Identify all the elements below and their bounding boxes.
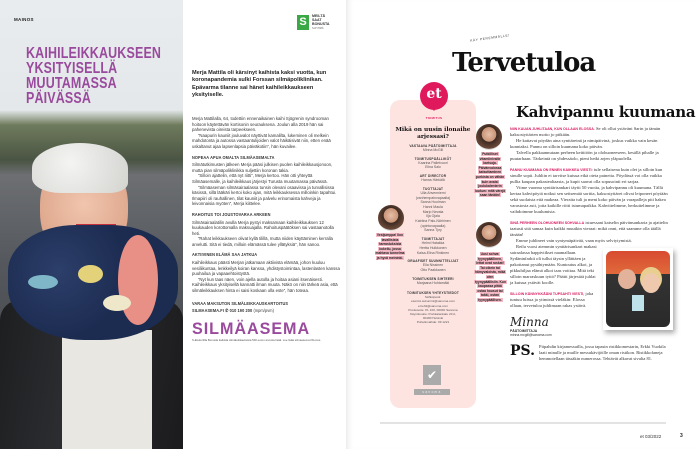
quote-left xyxy=(374,233,406,261)
sponsor-text: MEILTÄ SAAT BONUSTA xyxy=(312,14,330,26)
paragraph: Viime vuonna synttärisankari täytti 50 vuotta, ja kahvipannu oli kuumana. Tällä kertaa kahvipöytä notkui sen seitsemää sorttia, kaksostyttäret olivat leiponeet pöytään sekä suolaista että makeaa. Vieraita tuli ja meni koko päivän ja varapalleja piti hakea varastosta asti, jotta kaikille riitti istumapaikka. Kahvittelimme, herkuttelimme ja vaihdoimme kuulumisia. xyxy=(510,185,668,214)
masthead-name: Hanni Maula xyxy=(423,204,443,209)
masthead-name: Marjo Nevala xyxy=(422,209,444,214)
paragraph: Reilu vuosi aiemmin synttärisankari makasi sairaalassa happiviikset naamallaan. Sydäninfarkti oli tullut täysin yllättäen ja pakottanut pysähtymään. Kuntoutus alkoi, ja pikkuhiljaa elämä alkoi taas voittaa. Mitä teki silloin marraskuun tyttö? Päätti järjestää juhlat ja kutsua ystävät koolle. xyxy=(510,244,597,285)
paragraph: ”Nyt kun taas näen, voin ajella autolla ja hoitaa asiani itsenäisesti. Kaihileikkaus yksityisellä kannatti ilman muuta. Näkö on niin tärkeä asia, että silmäleikkauksen hinta ei saisi koskaan olla este”, hän toteaa. xyxy=(192,276,338,294)
advert-body xyxy=(192,116,342,343)
scarf xyxy=(8,225,178,340)
masthead-role: VASTAAVA PÄÄTOIMITTAJA xyxy=(409,144,457,148)
signature-email[interactable]: minna.mcgill@sanoma.com xyxy=(510,333,552,338)
advert-lead: Merja Mattila oli kärsinyt kaihista kaksi vuotta, kun koronapandemia sulki Forssan silmäpoliklinikan. Epävarma tilanne sai hänet kaihileikkaukseen yksityiselle. xyxy=(192,70,327,98)
masthead-question: Mikä on uusin ilonaihe arjessasi? xyxy=(395,127,471,140)
masthead xyxy=(394,127,472,324)
masthead-name: Ella Nissinen xyxy=(422,263,444,268)
masthead-name: Helmi Hatakka xyxy=(421,241,445,246)
cta-heading: VARAA MAKSUTON SILMÄLEIKKAUSKARTOITUS xyxy=(192,300,289,306)
checkmark-icon: ✔ xyxy=(423,365,441,385)
divider xyxy=(380,422,666,424)
paragraph: ”Naapurin kauniit jouluvalot näyttivät kamalilta, lukeminen oli melkein mahdotonta ja autossa vastaantulijoiden valot häikäisivät niin, etten enää uskaltanut ajaa lapsenlapsia päiväkotiin”, hän kuvailee. xyxy=(192,132,331,149)
masthead-name: Hertta Hulkkonen xyxy=(419,245,447,250)
paragraph: Kaihileikkaus päästi Merjan jatkamaan aktiivista elämää, johon kuuluu vesiliikuntaa, lenkkeilyä koiran kanssa, yhdistystoimintaa, lastenlasten kanssa puuhailua ja vapaaehtoistyötä. xyxy=(192,260,340,277)
contact-line: Postiosoite: PL 100, 00040 Sanoma xyxy=(408,307,458,312)
quote-text: Putkilliset vitamiinivalle kartsoja. Päivänvalossa katsottaminen purkista on vähän kuin avaisi joulukalenterin luukun: mitä värejä saan tänään! xyxy=(475,152,506,198)
masthead-name: Ulla Ahvenniemi xyxy=(420,190,446,195)
headline-line: MUUTAMASSA PÄIVÄSSÄ xyxy=(26,75,117,107)
contact-line: Käyntiosoite: Porkkalankatu 20 A, xyxy=(409,311,457,316)
signature: Minna xyxy=(510,315,549,329)
masthead-name: Katriina Palo-Närhinen xyxy=(415,219,451,224)
man-face xyxy=(618,269,636,289)
masthead-role: TOIMITUKSEN SIHTEERI xyxy=(412,276,454,281)
avatar xyxy=(476,124,502,150)
masthead-role: TOIMITTAJAT xyxy=(421,237,445,242)
ps-section xyxy=(510,338,673,362)
hair xyxy=(32,143,128,193)
et-logo: et xyxy=(420,82,448,110)
contact-line: 00180 Helsinki xyxy=(422,315,444,320)
run-in: PANNU KUUMANA ON ENNEN KAIKKEA VIESTI: xyxy=(510,168,593,172)
cta-url[interactable]: SILMAASEMA.FI xyxy=(192,308,224,314)
paragraph: Emme juhlineet vain syntymäpäivää, vaan myös selviytymistä. xyxy=(516,238,632,243)
masthead-name: Kaarina Palletvuori xyxy=(418,160,448,165)
paragraph: ”Silmäaseman silmäsairaalassa tunsin olevani osaavissa ja turvallisissa käsissä, sillä lääkäri kertoi koko ajan, mitä leikkauksessa milloinkin tapahtui. Ilmapiiri oli rauhallinen, tilat kauniit ja palvelu erinomaista kahveja ja leivonnaisia myöten”, Merja kiittelee. xyxy=(192,184,337,207)
page-number: 3 xyxy=(680,433,683,439)
signature-block xyxy=(510,329,673,338)
masthead-name: Kaisa-Elina Rinkinen xyxy=(416,250,450,255)
contact-line: Puhelinvaihde: 09 1221 xyxy=(416,319,450,324)
paragraph: Silmätutkimusten jälkeen Merja pääsi julkisen puolen kaihileikkausjonoon, mutta pian silmäpoliklinikka suljettiin koronan takia. xyxy=(192,162,333,173)
quote-text: Vesijumppa! Ilon tavallisista harrastuksista kokeilu, jossa mahtava tunnelma ja hyvä meininki. xyxy=(375,233,405,260)
contact-line: Sähköposti: xyxy=(424,295,442,300)
s-bonus-logo xyxy=(297,14,334,31)
et-logo-sub: TOIMITUS xyxy=(425,116,443,120)
masthead-role: TOIMITUSPÄÄLLIKÖT xyxy=(414,156,452,161)
advert-label: MAINOS xyxy=(14,17,34,22)
sponsor-sub: S-RYHMÄ xyxy=(312,27,324,30)
masthead-name: Otto Paakkanen xyxy=(420,267,446,272)
quote-text: Uusi sohva: tyynypäällinen, lettat ovat ruskat! Tai oikein tai hämyvaloista, mikä olen tyynypäällisiin. Kun kaupassa pitää ostaa housut tai takki, ostan tyynypäällisen. xyxy=(475,252,506,302)
publisher-logo: sanoma xyxy=(414,389,450,395)
masthead-name: Sanna Huolman xyxy=(420,200,446,205)
cta-phone: 010 190 200 xyxy=(229,308,253,314)
card xyxy=(632,295,644,311)
article-body xyxy=(510,126,673,362)
masthead-name: Hanna Härkälä xyxy=(421,178,445,183)
page-title: Tervetuloa xyxy=(452,48,596,78)
ps-text: Piipahdin kirjamessuilla, jossa tapasin ristikkomestarin, Erkki Vuokila laati minulle ja muille messukävijöille oman ristikon. Ristikkofaneja hemmotellaan tässäkin numerossa. Tehtävät alkavat sivulta 81. xyxy=(539,343,666,361)
subheading: AKTIIVINEN ELÄMÄ SAA JATKUA xyxy=(192,252,258,258)
contact-line: et.lehti@sanoma.com xyxy=(418,303,448,308)
ps-label: PS. xyxy=(510,342,536,359)
masthead-name: Elina Salo xyxy=(425,165,441,170)
signature-role: PÄÄTOIMITTAJA xyxy=(510,329,538,333)
run-in: SINÄ PERHEEN OLOHUONEEN SOHVALLA xyxy=(510,221,585,225)
quote-bottom-right xyxy=(474,252,506,303)
paragraph: ”Rahat leikkaukseen olivat kyllä tilillä, mutta niiden käyttäminen kerralla arvelutti. Sitä ei tiedä, milloin elämässä tulee yllätyksiä”, hän sanoo. xyxy=(192,236,333,247)
cta-phone-note: (mpm/pvm) xyxy=(253,308,274,314)
shirt xyxy=(62,330,152,449)
paragraph: Silmäsairaalatilin avulla Merja pystyi maksamaan kaihileikkauksen 12 kuukauden korottomalla maksuajalla. Rahoituspäätöksen sai vastaanotolla heti. xyxy=(192,219,334,236)
masthead-name: Marjaana Huhtamäki xyxy=(416,280,450,285)
avatar xyxy=(476,222,502,248)
run-in: SILLOIN KÄNNYKKÄÄNI TUPSAHTI VIESTI, xyxy=(510,292,585,296)
paragraph: tule sellaisena kuin olet ja silloin kun sinulle sopii. Juhliin ei tarvitse kutsua eikä oteta paineita. Pöydässä voi olla vaikka pullia kaupan pakastealtaasta, ja kupit saavat olla sopusointi eri sarjaa. xyxy=(510,167,663,184)
paragraph: istuessani katselin päivänsankaria ja ajattelin taatusti sitä samaa kuin kaikki muutkin vieraat: mikä onni, että saamme olla täällä tänään! xyxy=(510,220,668,237)
paragraph: Merja Mattilalla, 64, todettiin ennenaikainen kaihi Sjögrenin syndrooman hoitoon käytettävän kortisonin seurauksena. Joulun alla 2019 hän sai pahenevista oireista tarpeekseen. xyxy=(192,116,329,133)
subheading: RAHOITUS TOI JOUSTOVARAA ARKEEN xyxy=(192,211,271,217)
masthead-role: GRAAFISET SUUNNITTELIJAT xyxy=(407,259,459,264)
subheading: NOPEAA APUA OMALTA SILMÄASEMALTA xyxy=(192,154,275,160)
avatar xyxy=(378,205,404,231)
s-logo-icon: S xyxy=(297,15,309,30)
paragraph: Se oli ollut ystäväni Sarin ja tämän kaksostyttärten motto jo pitkään. xyxy=(510,126,661,137)
headline-line: YKSITYISELLÄ xyxy=(26,60,118,77)
paragraph: He kattavat pöydän aina synttäreinä ja nimipäivinä, joskus vaikka vain kesän kunniaksi. Pannu on silloin kuumana koko päivän. xyxy=(510,138,658,149)
contact-title: TOIMITUKSEN YHTEYSTIEDOT xyxy=(407,291,459,296)
advert-headline xyxy=(26,46,182,106)
paragraph: ”Silloin ajattelin, että nyt riitti”, Merja kertoo. Hän otti yhteyttä Silmäasemalle, ja kaihileikkaus järjestyi Turusta muutamassa päivässä. xyxy=(192,173,328,184)
issue-label: et 03/2022 xyxy=(640,434,662,439)
paragraph: joka tuntuu luissa ja ytimissä vieläkin: Elossa ollaan, tervetuloa juhlimaan rakas ystävä. xyxy=(510,291,594,308)
quote-top-right xyxy=(474,152,506,198)
cta-contact: SILMAASEMA.FI ✆ 010 190 200 (mpm/pvm) xyxy=(192,308,274,314)
masthead-name: (opintovapaalla) xyxy=(420,223,446,228)
editor-photo xyxy=(603,248,673,330)
headline-line: KAIHILEIKKAUKSEEN xyxy=(26,45,162,62)
masthead-name: Minna McGill xyxy=(422,148,444,152)
kicker: KÄY PEREMMÄLLE! xyxy=(469,33,510,43)
masthead-name: Sanna Tyry xyxy=(424,228,442,233)
run-in: NIIN KAUAN JUHLITAAN, KUN OLLAAN ELOSSA. xyxy=(510,127,595,131)
advert-footnote: S-Etukortilla Bonusta kaikista silmäleikkauksista 500 euron arvosta lisää. Lue lisää silmaasema.fi/bonus. xyxy=(192,337,322,342)
silmaasema-logo: SILMÄASEMA xyxy=(192,318,311,338)
left-page-advert xyxy=(0,0,346,449)
masthead-name: Ilja Ojala xyxy=(426,214,440,219)
woman-face xyxy=(642,273,660,293)
contact-line: etunimi.sukunimi@sanoma.com xyxy=(411,299,455,304)
masthead-role: ART DIRECTOR xyxy=(419,174,447,179)
paragraph: Talvella pakkaannutaan perheen keittiöön ja olohuoneeseen, kesällä pihalle ja puutarhaan. Tärkeintä on yhdessäolo, pieni hetki arjen yläpuolella. xyxy=(510,150,659,161)
article-title: Kahvipannu kuumana xyxy=(516,103,696,121)
masthead-name: (vanhempainvapaalla) xyxy=(415,195,451,200)
masthead-role: TUOTTAJAT xyxy=(422,186,444,191)
sanoma-badge xyxy=(414,365,450,395)
